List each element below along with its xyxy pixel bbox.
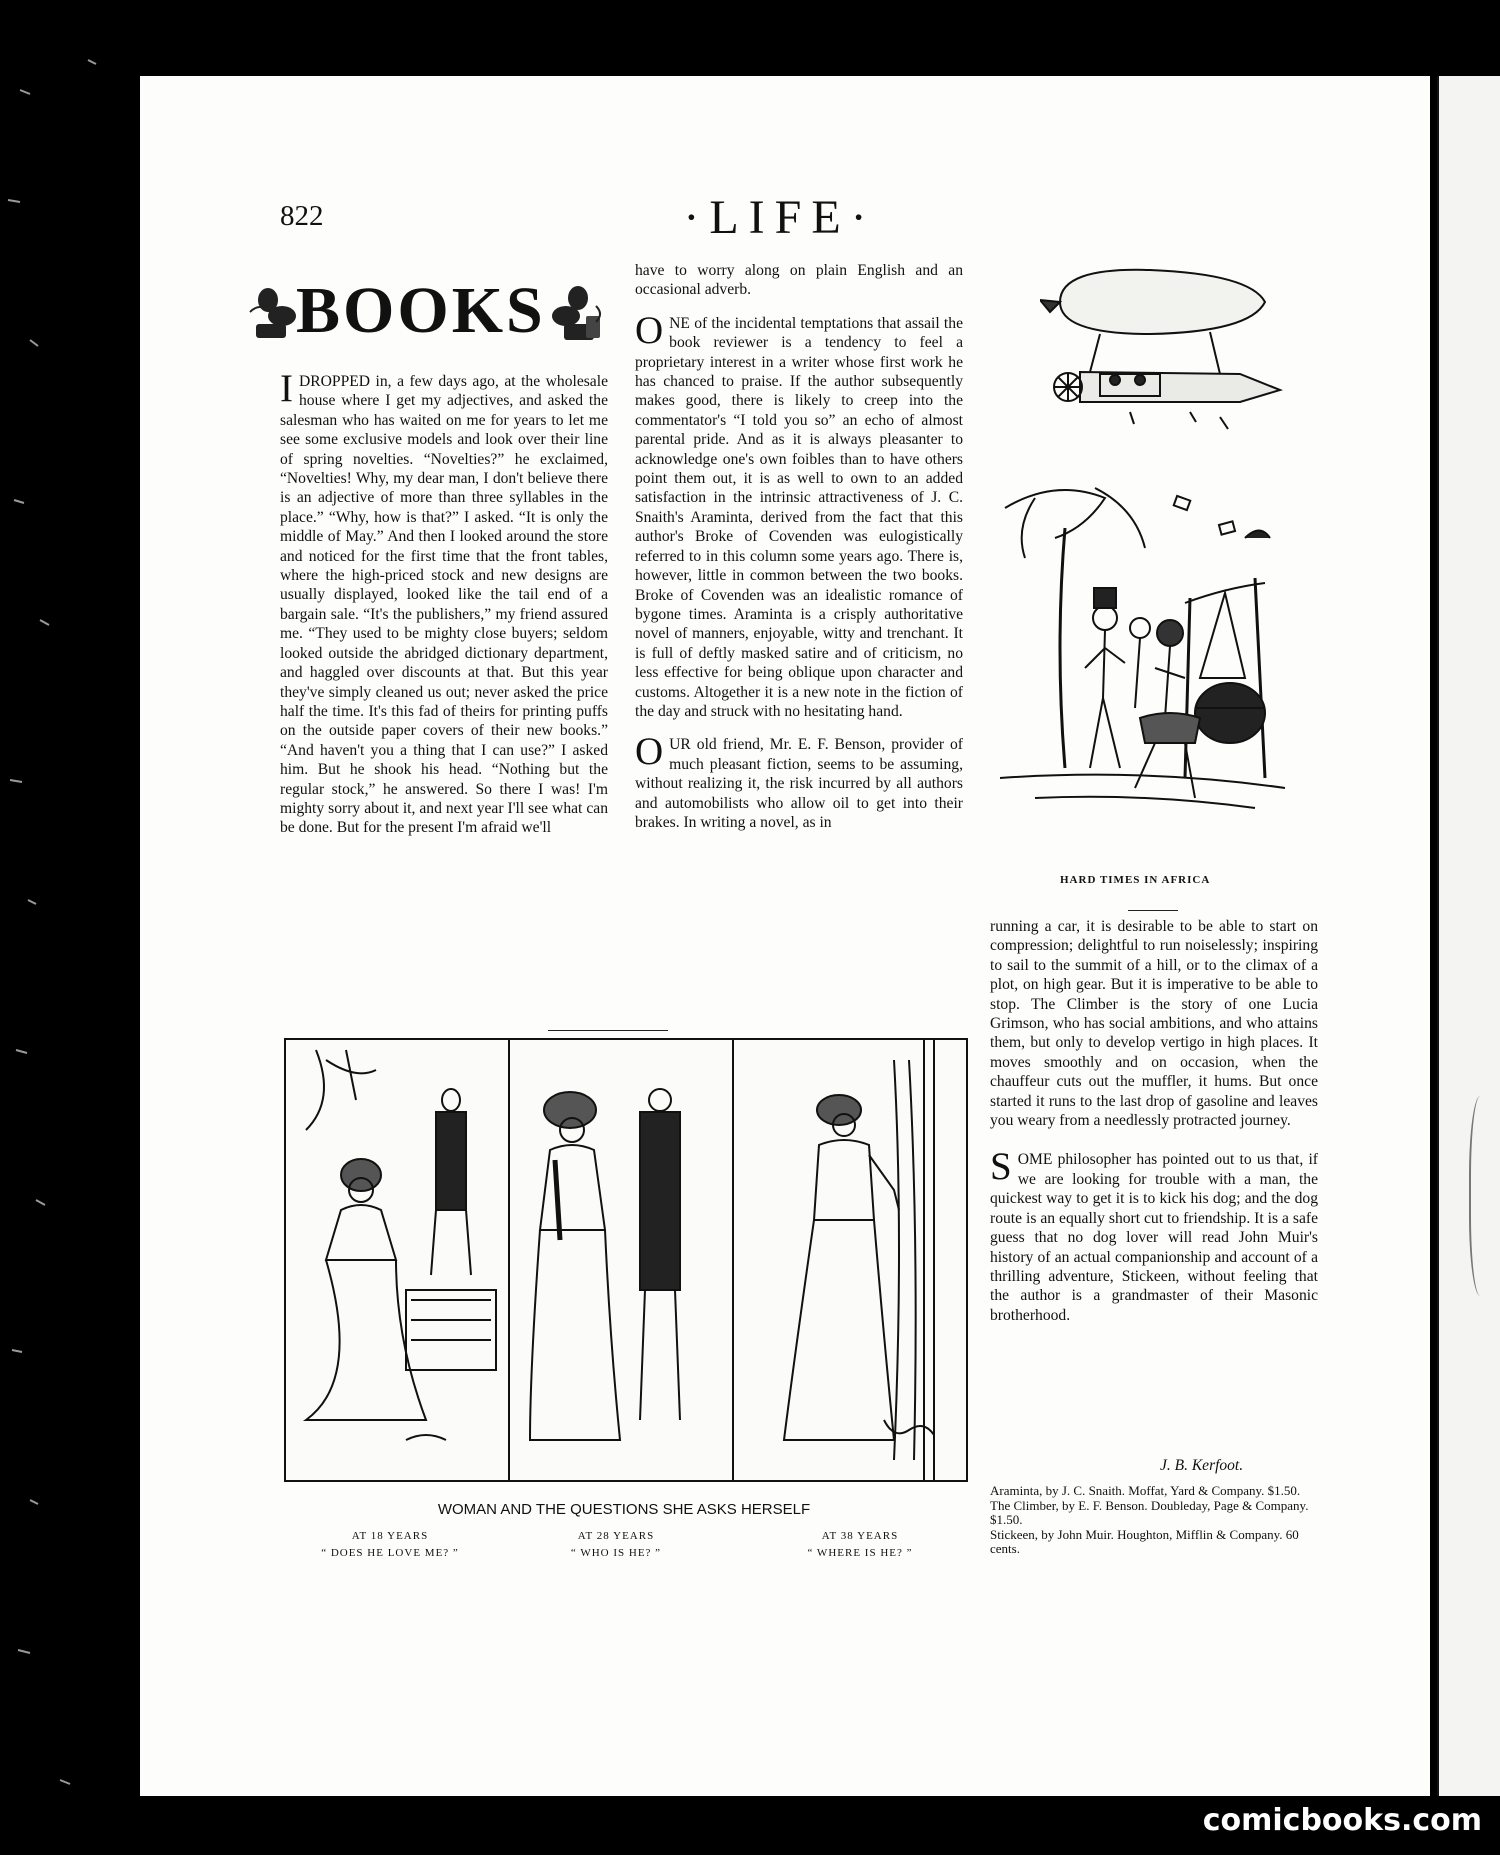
paragraph bbox=[635, 308, 963, 722]
panel-question: “ WHO IS HE? ” bbox=[570, 1547, 662, 1559]
divider bbox=[1128, 910, 1178, 911]
reference-item: Stickeen, by John Muir. Houghton, Mifflin & Company. 60 cents. bbox=[990, 1526, 1299, 1556]
comic-strip bbox=[284, 1038, 968, 1482]
panel-age-label: AT 28 YEARS bbox=[577, 1530, 655, 1542]
comic-title: WOMAN AND THE QUESTIONS SHE ASKS HERSELF bbox=[437, 1501, 811, 1518]
paragraph bbox=[990, 1145, 1318, 1325]
paragraph bbox=[635, 730, 963, 832]
paragraph-text: OME philosopher has pointed out to us that, if we are looking for trouble with a man, the quickest way to get it is to kick his dog; and the dog route is an equally short cut to friendship. It is a safe guess that no dog lover will read John Muir's history of an actual companionship and account of a thrilling adventure, Stickeen, without feeling that the author is a grandmaster of their Masonic brotherhood. bbox=[990, 1151, 1318, 1324]
author-signature: J. B. Kerfoot. bbox=[1160, 1457, 1244, 1474]
africa-illustration bbox=[995, 468, 1290, 816]
paragraph-text: UR old friend, Mr. E. F. Benson, provider of much pleasant fiction, seems to be assuming, without realizing it, the risk incurred by all authors and automobilists who allow oil to get into their brakes. In writing a novel, as in bbox=[635, 736, 963, 831]
reference-item: Araminta, by J. C. Snaith. Moffat, Yard & Company. $1.50. bbox=[990, 1483, 1301, 1498]
paragraph-text: NE of the incidental temptations that assail the book reviewer is a tendency to feel a proprietary interest in a writer whose first work he has chanced to praise. If the author subsequently makes good, there is likely to creep into the commentator's “I told you so” an echo of almost parental pride. And as it is always pleasanter to acknowledge one's own foibles than to have others point them out, it is as well to own to an added satisfaction in the intrinsic attractiveness of J. C. Snaith's Araminta, derived from the fact that this author's Broke of Covenden was eulogistically referred to in this column some years ago. There is, however, little in common between the two books. Broke of Covenden was an idealistic romance of bygone times. Araminta is a crisply authoritative novel of manners, enjoyable, witty and trenchant. It is full of deftly masked satire and of criticism, no less effective for being oblique upon character and customs. Altogether it is a new note in the fiction of the day and struck with no hesitating hand. bbox=[635, 314, 963, 720]
paragraph-text: have to worry along on plain English and an occasional adverb. bbox=[635, 262, 963, 299]
drop-cap: O bbox=[635, 308, 664, 352]
airship-illustration bbox=[1040, 262, 1290, 452]
panel-question: “ DOES HE LOVE ME? ” bbox=[321, 1547, 459, 1559]
column-2 bbox=[635, 261, 963, 842]
drop-cap: O bbox=[635, 730, 664, 774]
paragraph-text: DROPPED in, a few days ago, at the wholesale house where I get my adjectives, and asked the salesman who has waited on me for years to let me see some exclusive models and look over their line of spring novelties. “Novelties?” he exclaimed, “Novelties! Why, my dear man, I don't believe there is an adjective of more than three syllables in the place.” “Why, how is that?” I asked. “It is only the middle of May.” And then I looked around the store and noticed for the first time that the front tables, where the high-priced stock and new designs are usually displayed, looked like the tail end of a bargain sale. “It's the publishers,” my friend assured me. “They used to be mighty close buyers; seldom looked outside the abridged dictionary department, and haggled over discounts at that. But this year they've simply cleaned us out; never asked the price half the time. It's this fad of theirs for printing puffs on the outside paper covers of their new books.” “And haven't you a thing that I can use?” I asked him. But he shook his head. “Nothing but the regular stock,” he answered. So there I was! I'm mighty sorry about it, and next year I'll see what can be done. But for the present I'm afraid we'll bbox=[280, 373, 608, 837]
paragraph-text: running a car, it is desirable to be able to start on compression; delightful to run noiselessly; inspiring to sail to the summit of a hill, or to the climax of a plot, on high gear. But it is imperative to be able to stop. The Climber is the story of one Lucia Grimson, who has social ambitions, and who attains them, but only to develop vertigo in high places. It moves smoothly and on occasion, when the chauffeur cuts out the muffler, it hums. But once started it runs to the last drop of gasoline and leaves you weary from a needlessly protracted journey. bbox=[990, 918, 1318, 1130]
book-references bbox=[990, 1484, 1320, 1557]
paragraph bbox=[635, 261, 963, 300]
drop-cap: I bbox=[280, 367, 293, 410]
scan-edge-marks bbox=[0, 0, 130, 1850]
comic-panel bbox=[734, 1040, 966, 1480]
facing-page-edge bbox=[1437, 76, 1500, 1796]
paragraph bbox=[280, 367, 608, 838]
reference-item: The Climber, by E. F. Benson. Doubleday, Page & Company. $1.50. bbox=[990, 1497, 1309, 1527]
paragraph bbox=[990, 917, 1318, 1130]
divider bbox=[548, 1030, 668, 1031]
page-number: 822 bbox=[280, 200, 324, 232]
watermark: comicbooks.com bbox=[1202, 1803, 1482, 1838]
panel-question: “ WHERE IS HE? ” bbox=[807, 1547, 913, 1559]
drop-cap: S bbox=[990, 1145, 1012, 1189]
panel-age-label: AT 18 YEARS bbox=[351, 1530, 429, 1542]
panel-age-label: AT 38 YEARS bbox=[821, 1530, 899, 1542]
books-title: BOOKS bbox=[296, 274, 546, 347]
section-title bbox=[246, 276, 610, 346]
column-1 bbox=[280, 367, 608, 848]
illustration-caption: HARD TIMES IN AFRICA bbox=[1060, 874, 1211, 886]
comic-panel bbox=[510, 1040, 734, 1480]
comic-panel bbox=[286, 1040, 510, 1480]
column-3 bbox=[990, 917, 1318, 1335]
masthead: ·LIFE· bbox=[683, 191, 877, 244]
